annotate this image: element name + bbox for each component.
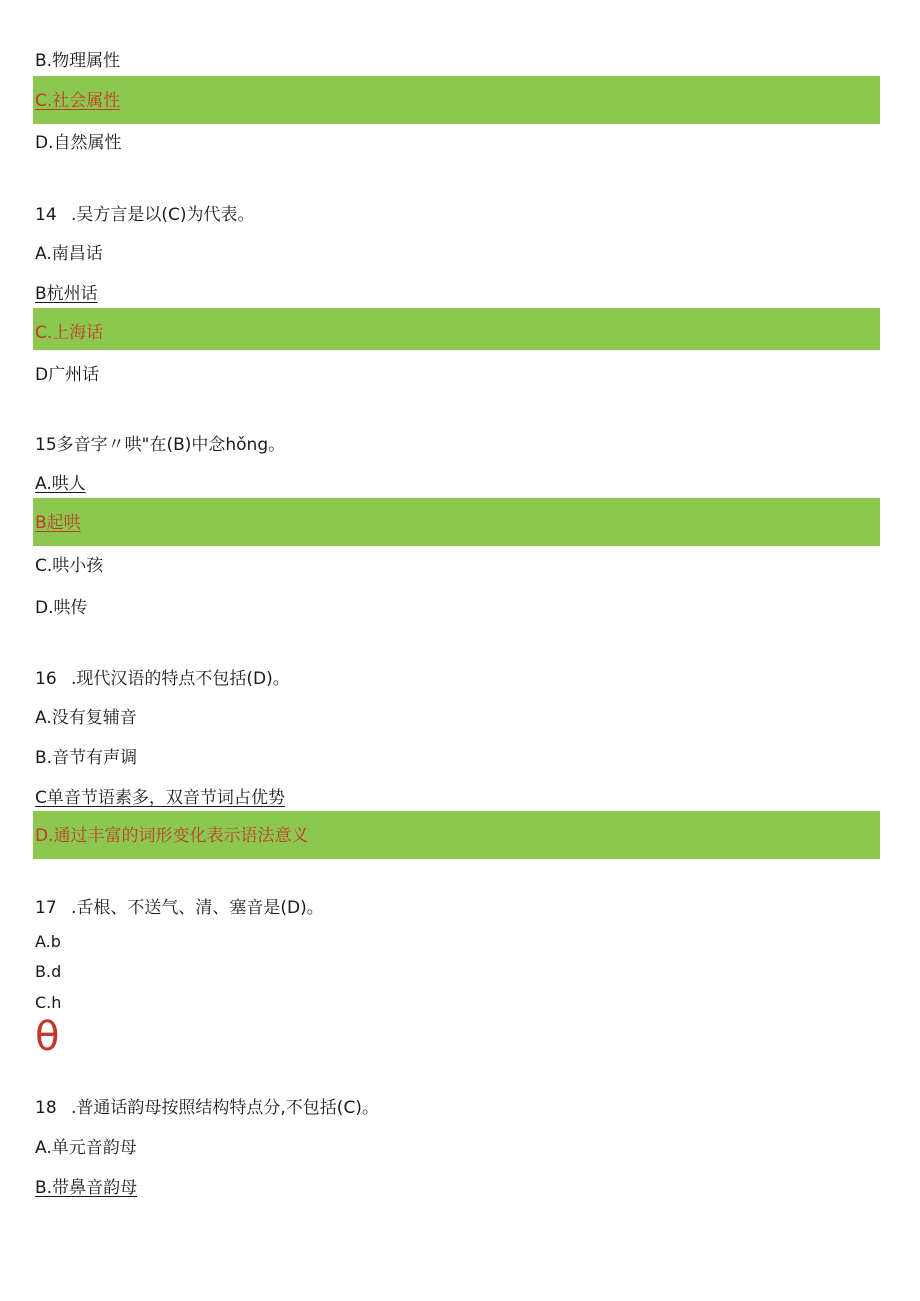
q14-number: 14 xyxy=(35,205,57,225)
q18-option-b: B.带鼻音韵母 xyxy=(35,1178,138,1198)
q15-stem: 15多音字〃哄"在(B)中念hǒng。 xyxy=(35,435,286,455)
q13-option-b: B.物理属性 xyxy=(35,51,121,71)
q17-option-c: C.h xyxy=(35,993,62,1012)
q16-option-b: B.音节有声调 xyxy=(35,748,138,768)
q14-option-c: C.上海话 xyxy=(35,323,104,343)
q18-stem xyxy=(35,1097,379,1119)
q14-answer-highlight xyxy=(33,308,880,350)
q14-stem xyxy=(35,204,255,226)
q14-option-a: A.南昌话 xyxy=(35,244,103,264)
q16-answer-highlight xyxy=(33,811,880,859)
q17-number: 17 xyxy=(35,898,57,918)
q16-option-a: A.没有复辅音 xyxy=(35,708,137,728)
q15-option-b: B起哄 xyxy=(35,513,81,533)
q14-text: .吴方言是以(C)为代表。 xyxy=(71,205,255,225)
q13-option-d: D.自然属性 xyxy=(35,133,122,153)
q16-option-c: C单音节语素多，双音节词占优势 xyxy=(35,788,285,808)
q17-option-a: A.b xyxy=(35,932,61,951)
q15-option-c: C.哄小孩 xyxy=(35,556,104,576)
q17-option-d: θ xyxy=(35,1014,60,1060)
q13-option-c: C.社会属性 xyxy=(35,91,121,111)
q14-option-d: D广州话 xyxy=(35,365,100,385)
q13-answer-highlight xyxy=(33,76,880,124)
q17-text: .舌根、不送气、清、塞音是(D)。 xyxy=(71,898,324,918)
q17-option-b: B.d xyxy=(35,962,62,981)
q17-stem xyxy=(35,897,324,919)
q15-option-a: A.哄人 xyxy=(35,474,86,494)
q14-option-b: B杭州话 xyxy=(35,284,98,304)
q16-text: .现代汉语的特点不包括(D)。 xyxy=(71,669,290,689)
q16-stem xyxy=(35,668,290,690)
q16-number: 16 xyxy=(35,669,57,689)
q18-text: .普通话韵母按照结构特点分,不包括(C)。 xyxy=(71,1098,379,1118)
q18-number: 18 xyxy=(35,1098,57,1118)
q16-option-d: D.通过丰富的词形变化表示语法意义 xyxy=(35,826,309,846)
q18-option-a: A.单元音韵母 xyxy=(35,1138,137,1158)
q15-option-d: D.哄传 xyxy=(35,598,88,618)
q15-answer-highlight xyxy=(33,498,880,546)
